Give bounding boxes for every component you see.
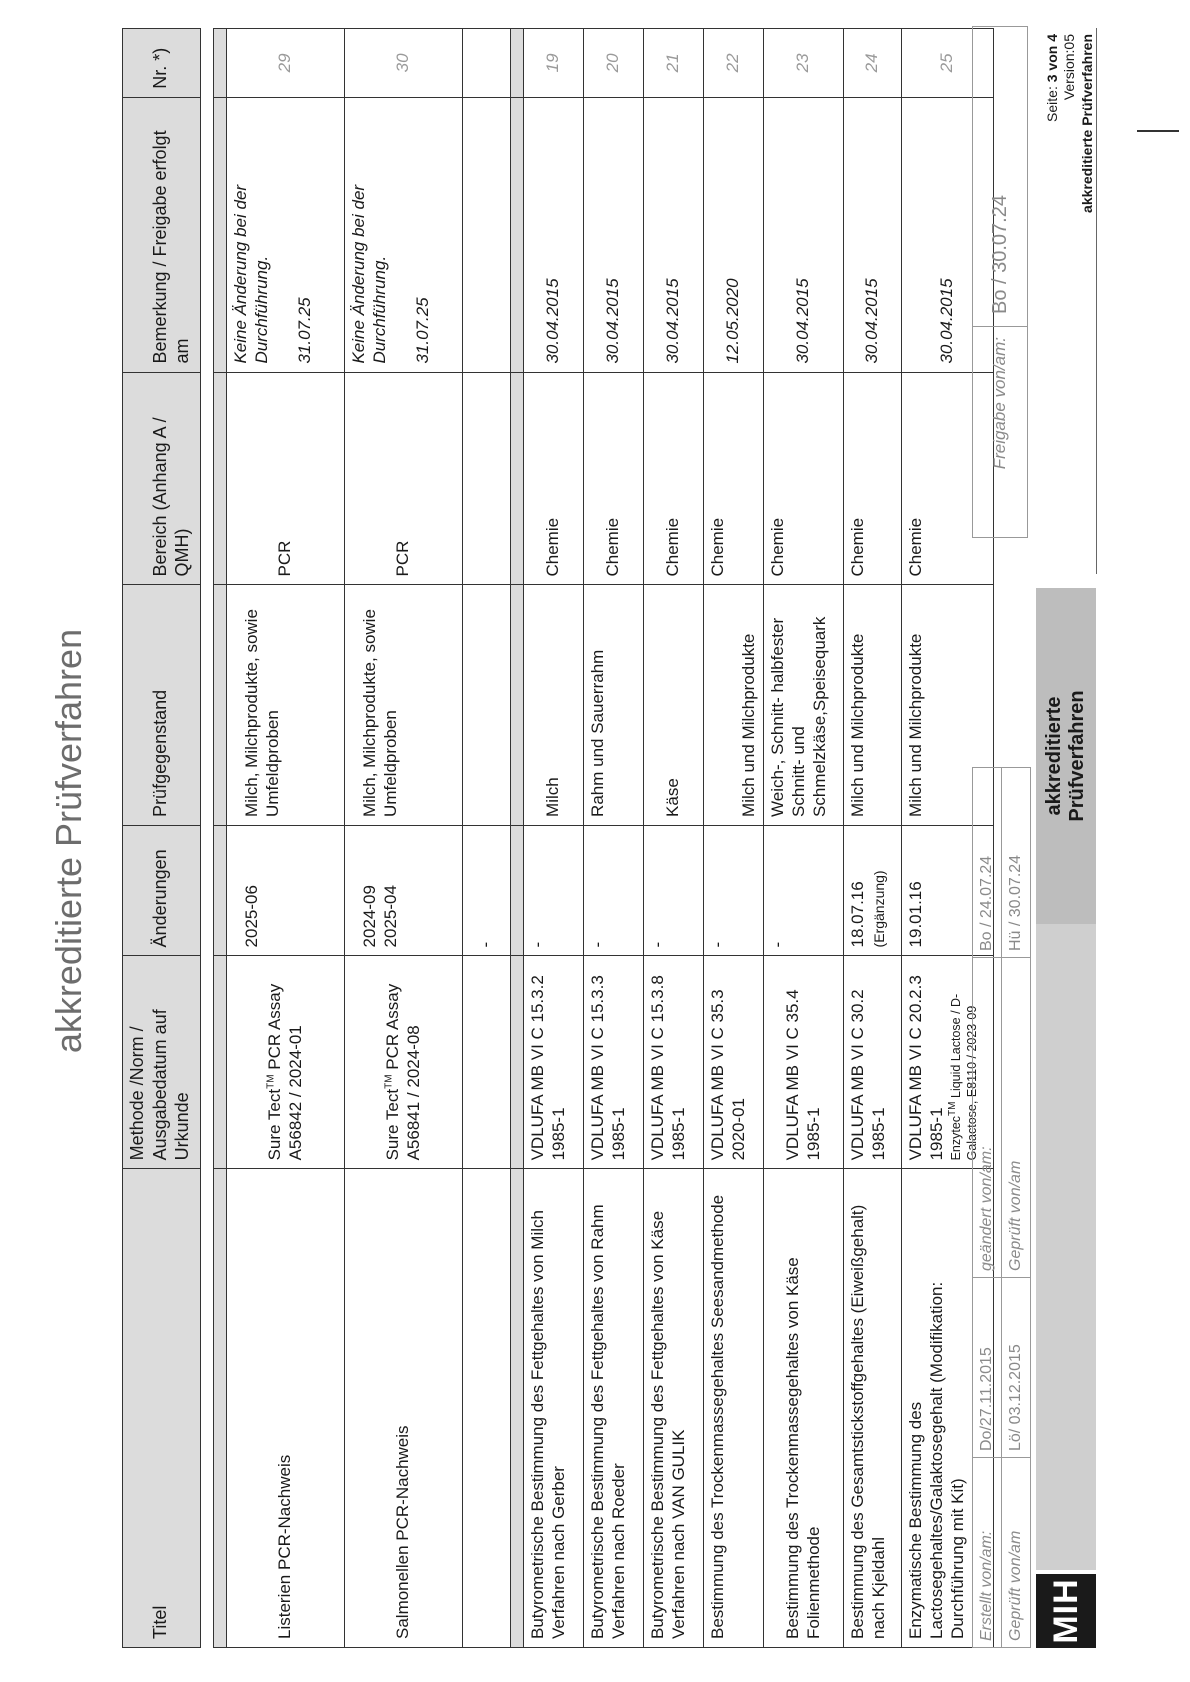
geprueft2-value: Hü / 30.07.24: [1002, 768, 1031, 958]
cell-pruefgegenstand: Käse: [643, 585, 703, 825]
cell-aenderungen: -: [763, 825, 843, 956]
cell-pruefgegenstand: Milch: [523, 585, 583, 825]
cell-nr: 23: [763, 29, 843, 98]
page-number: Seite: 3 von 4: [1043, 34, 1060, 122]
cell-bemerkung: 12.05.2020: [703, 97, 763, 372]
cell-nr: 30: [344, 29, 462, 98]
cell-aenderungen: -: [643, 825, 703, 956]
erstellt-value: Do/27.11.2015: [973, 1278, 1002, 1458]
cell-methode: VDLUFA MB VI C 35.4 1985-1: [763, 956, 843, 1169]
table-row: [763, 29, 843, 1648]
version: Version:05: [1061, 34, 1077, 101]
cell-pruefgegenstand: Milch und Milchprodukte: [703, 585, 763, 825]
geprueft1-label: Geprüft von/am: [1002, 1458, 1031, 1648]
cell-methode: Sure Tect™ PCR Assay A56841 / 2024-08: [344, 956, 462, 1169]
table-row: [643, 29, 703, 1648]
cell-bemerkung: 30.04.2015: [901, 97, 993, 372]
cell-methode: VDLUFA MB VI C 35.3 2020-01: [703, 956, 763, 1169]
cell-titel: Bestimmung des Trockenmassegehaltes Seesandmethode: [703, 1169, 763, 1648]
table-row: [523, 29, 583, 1648]
cell-aenderungen: 2024-09 2025-04: [344, 825, 462, 956]
cell-bereich: Chemie: [583, 372, 643, 585]
cell-nr: 22: [703, 29, 763, 98]
cell-methode: VDLUFA MB VI C 15.3.3 1985-1: [583, 956, 643, 1169]
cell-methode: VDLUFA MB VI C 15.3.2 1985-1: [523, 956, 583, 1169]
cell-bereich: Chemie: [703, 372, 763, 585]
header-titel: Titel: [123, 1169, 201, 1648]
header-aenderungen: Änderungen: [123, 825, 201, 956]
header-pruefgegenstand: Prüfgegenstand: [123, 585, 201, 825]
doc-name: akkreditierte Prüfverfahren: [1078, 34, 1095, 213]
cell-titel: Butyrometrische Bestimmung des Fettgehaltes von Rahm Verfahren nach Roeder: [583, 1169, 643, 1648]
cell-bemerkung: 30.04.2015: [643, 97, 703, 372]
cell-bereich: PCR: [344, 372, 462, 585]
cell-methode: Sure Tect™ PCR Assay A56842 / 2024-01: [226, 956, 344, 1169]
header-methode: Methode /Norm / Ausgabedatum auf Urkunde: [123, 956, 201, 1169]
page-title: akkreditierte Prüfverfahren: [48, 628, 89, 1054]
cell-pruefgegenstand: Rahm und Sauerrahm: [583, 585, 643, 825]
table-row: [226, 29, 344, 1648]
cell-aenderungen: -: [462, 825, 510, 956]
cell-bemerkung: 30.04.2015: [523, 97, 583, 372]
cell-aenderungen: -: [523, 825, 583, 956]
cell-aenderungen: -: [583, 825, 643, 956]
table-row-empty: [462, 29, 510, 1648]
cell-nr: 25: [901, 29, 993, 98]
banner-title: akkreditierte Prüfverfahren: [1036, 588, 1096, 924]
header-bemerkung: Bemerkung / Freigabe erfolgt am: [123, 97, 201, 372]
mih-logo: MIH: [1036, 1574, 1096, 1648]
cell-bemerkung: 30.04.2015: [583, 97, 643, 372]
cell-pruefgegenstand: Milch, Milchprodukte, sowie Umfeldproben: [344, 585, 462, 825]
banner-bar-left: [1036, 924, 1096, 1570]
header-nr: Nr. *): [123, 29, 201, 98]
freigabe-box: [972, 26, 1028, 538]
geprueft1-value: Lö/ 03.12.2015: [1002, 1278, 1031, 1458]
cell-pruefgegenstand: Milch und Milchprodukte: [843, 585, 901, 825]
cell-methode: VDLUFA MB VI C 20.2.3 1985-1 Enzytec™ Liquid Lactose / D-Galactose, E8110 / 2023-09: [901, 956, 993, 1169]
cell-titel: Enzymatische Bestimmung des Lactosegehaltes/Galaktosegehalt (Modifikation: Durchführung mit Kit): [901, 1169, 993, 1648]
methods-table: [122, 28, 994, 1648]
cell-nr: 19: [523, 29, 583, 98]
cell-aenderungen: 19.01.16: [901, 825, 993, 956]
cell-titel: Listerien PCR-Nachweis: [226, 1169, 344, 1648]
cell-bemerkung: 30.04.2015: [843, 97, 901, 372]
scan-mark: [1137, 130, 1179, 132]
cell-pruefgegenstand: Weich-, Schnitt- halbfester Schnitt- und Schmelzkäse,Speisequark: [763, 585, 843, 825]
cell-nr: 20: [583, 29, 643, 98]
erstellt-label: Erstellt von/am:: [973, 1458, 1002, 1648]
cell-bereich: Chemie: [643, 372, 703, 585]
cell-aenderungen: -: [703, 825, 763, 956]
geaendert-label: geändert von/am:: [973, 958, 1002, 1278]
header-bereich: Bereich (Anhang A / QMH): [123, 372, 201, 585]
cell-bereich: Chemie: [901, 372, 993, 585]
cell-bemerkung: Keine Änderung bei der Durchführung. 31.07.25: [226, 97, 344, 372]
cell-bereich: Chemie: [523, 372, 583, 585]
cell-titel: Salmonellen PCR-Nachweis: [344, 1169, 462, 1648]
geprueft2-label: Geprüft von/am: [1002, 958, 1031, 1278]
table-row: [583, 29, 643, 1648]
footer-banner: [1036, 28, 1102, 1648]
cell-aenderungen: 18.07.16 (Ergänzung): [843, 825, 901, 956]
cell-bemerkung: Keine Änderung bei der Durchführung. 31.07.25: [344, 97, 462, 372]
cell-titel: Butyrometrische Bestimmung des Fettgehaltes von Käse Verfahren nach VAN GULIK: [643, 1169, 703, 1648]
cell-aenderungen: 2025-06: [226, 825, 344, 956]
cell-titel: Bestimmung des Gesamtstickstoffgehaltes (Eiweißgehalt) nach Kjeldahl: [843, 1169, 901, 1648]
cell-bereich: Chemie: [843, 372, 901, 585]
cell-pruefgegenstand: Milch und Milchprodukte: [901, 585, 993, 825]
cell-titel: Bestimmung des Trockenmassegehaltes von Käse Folienmethode: [763, 1169, 843, 1648]
table-row: [344, 29, 462, 1648]
cell-methode: VDLUFA MB VI C 30.2 1985-1: [843, 956, 901, 1169]
approval-row-checked: [1002, 558, 1031, 1648]
cell-methode: VDLUFA MB VI C 15.3.8 1985-1: [643, 956, 703, 1169]
cell-titel: Butyrometrische Bestimmung des Fettgehaltes von Milch Verfahren nach Gerber: [523, 1169, 583, 1648]
table-row: [703, 29, 763, 1648]
cell-pruefgegenstand: Milch, Milchprodukte, sowie Umfeldproben: [226, 585, 344, 825]
cell-nr: 24: [843, 29, 901, 98]
section-gap-row: [510, 29, 523, 1648]
approval-row-created: [973, 558, 1002, 1648]
approval-table: [972, 557, 1031, 1648]
cell-nr: 29: [226, 29, 344, 98]
freigabe-value: Bo / 30.07.24: [973, 27, 1027, 327]
cell-bereich: PCR: [226, 372, 344, 585]
freigabe-label: Freigabe von/am:: [990, 337, 1009, 470]
section-gap-row: [213, 29, 226, 1648]
page-info: [1036, 28, 1097, 574]
cell-bereich: Chemie: [763, 372, 843, 585]
cell-bemerkung: 30.04.2015: [763, 97, 843, 372]
table-row: [843, 29, 901, 1648]
geaendert-value: Bo / 24.07.24: [973, 768, 1002, 958]
table-header-row: [123, 29, 201, 1648]
spacer-row: [200, 29, 213, 1648]
cell-nr: 21: [643, 29, 703, 98]
